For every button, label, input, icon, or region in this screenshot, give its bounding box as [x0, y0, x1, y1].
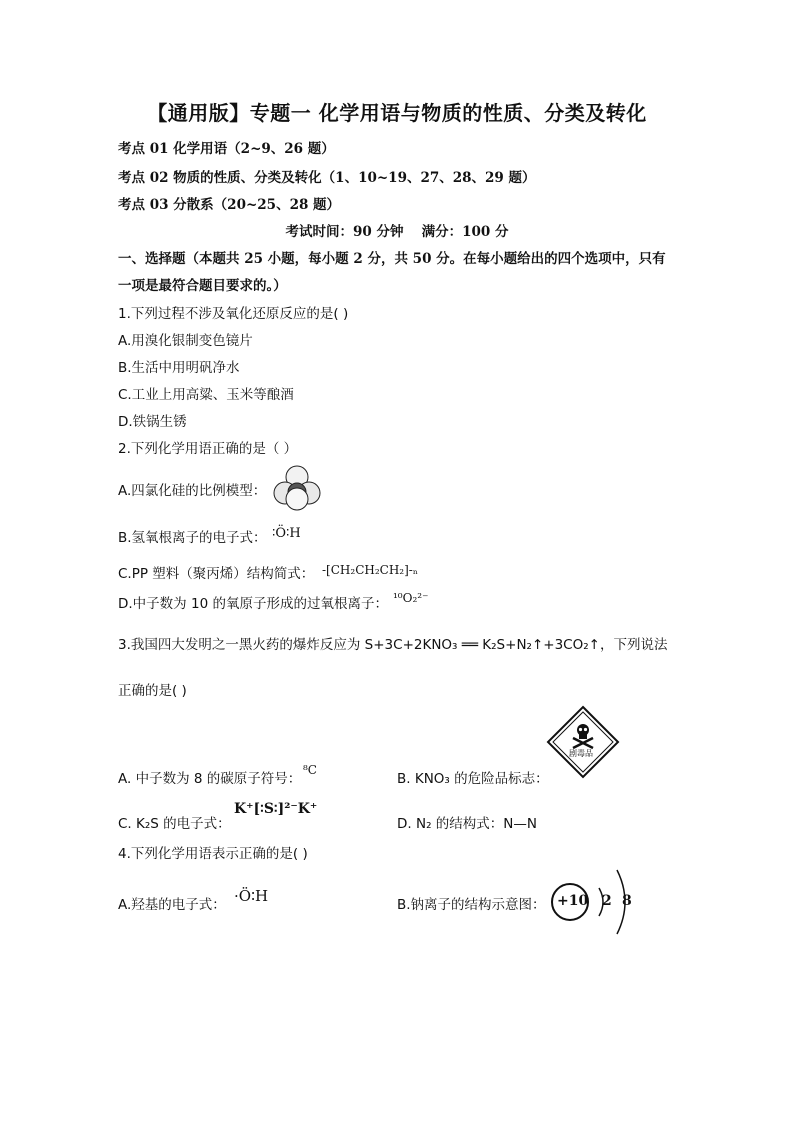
- shell-2-electrons: 8: [622, 893, 632, 909]
- q1-option-b: B.生活中用明矾净水: [118, 360, 240, 376]
- q2-option-a: A.四氯化硅的比例模型：: [118, 483, 267, 499]
- q4-a-hydroxyl-electron-formula: ·Ö∶H: [234, 887, 269, 905]
- q3-option-a: A. 中子数为 8 的碳原子符号：: [118, 771, 302, 787]
- section-heading-line2: 一项是最符合题目要求的。）: [118, 278, 287, 294]
- sicl4-space-filling-model: [272, 465, 322, 511]
- q2-c-polypropylene-formula: -[CH₂CH₂CH₂]-ₙ: [322, 563, 419, 577]
- q2-stem: 2.下列化学用语正确的是（ ）: [118, 441, 298, 457]
- q3-a-carbon-symbol: ⁸C: [303, 763, 317, 777]
- q3-option-b: B. KNO₃ 的危险品标志：: [397, 771, 549, 787]
- q3-stem-line2: 正确的是( ): [118, 683, 187, 699]
- q3-c-k2s-electron-formula: K⁺[∶S∶]²⁻K⁺: [234, 801, 318, 817]
- q2-b-hydroxide-formula: ∶Ö∶H: [272, 526, 301, 541]
- q2-option-d: D.中子数为 10 的氧原子形成的过氧根离子：: [118, 596, 388, 612]
- exam-point-2: 考点 02 物质的性质、分类及转化（1、10~19、27、28、29 题）: [118, 170, 536, 186]
- q4-option-b: B.钠离子的结构示意图：: [397, 897, 546, 913]
- shell-1-electrons: 2: [602, 893, 612, 909]
- exam-point-3: 考点 03 分散系（20~25、28 题）: [118, 197, 341, 213]
- q3-option-c: C. K₂S 的电子式：: [118, 816, 231, 832]
- q3-stem-line1: 3.我国四大发明之一黑火药的爆炸反应为 S+3C+2KNO₃ ══ K₂S+N₂↑+3CO₂↑，下列说法: [118, 637, 668, 653]
- section-heading-line1: 一、选择题（本题共 25 小题，每小题 2 分，共 50 分。在每小题给出的四个选项中，只有: [118, 251, 666, 267]
- q4-stem: 4.下列化学用语表示正确的是( ): [118, 846, 308, 862]
- q3-option-d: D. N₂ 的结构式：N—N: [397, 816, 537, 832]
- q1-stem: 1.下列过程不涉及氧化还原反应的是( ): [118, 306, 349, 322]
- q2-d-peroxide-formula: ¹⁰O₂²⁻: [393, 591, 429, 605]
- q2-option-b: B.氢氧根离子的电子式：: [118, 530, 267, 546]
- nucleus-charge: +10: [557, 893, 589, 909]
- hazard-toxic-diamond-icon: [547, 706, 619, 778]
- q1-option-d: D.铁锅生锈: [118, 414, 187, 430]
- q1-option-c: C.工业上用高粱、玉米等酿酒: [118, 387, 294, 403]
- document-title: 【通用版】专题一 化学用语与物质的性质、分类及转化: [147, 101, 647, 125]
- exam-info: 考试时间：90 分钟 满分：100 分: [285, 224, 509, 240]
- hazard-label: 剧毒品: [569, 749, 593, 758]
- exam-point-1: 考点 01 化学用语（2~9、26 题）: [118, 141, 335, 157]
- q2-option-c: C.PP 塑料（聚丙烯）结构简式：: [118, 566, 315, 582]
- q1-option-a: A.用溴化银制变色镜片: [118, 333, 253, 349]
- q4-option-a: A.羟基的电子式：: [118, 897, 226, 913]
